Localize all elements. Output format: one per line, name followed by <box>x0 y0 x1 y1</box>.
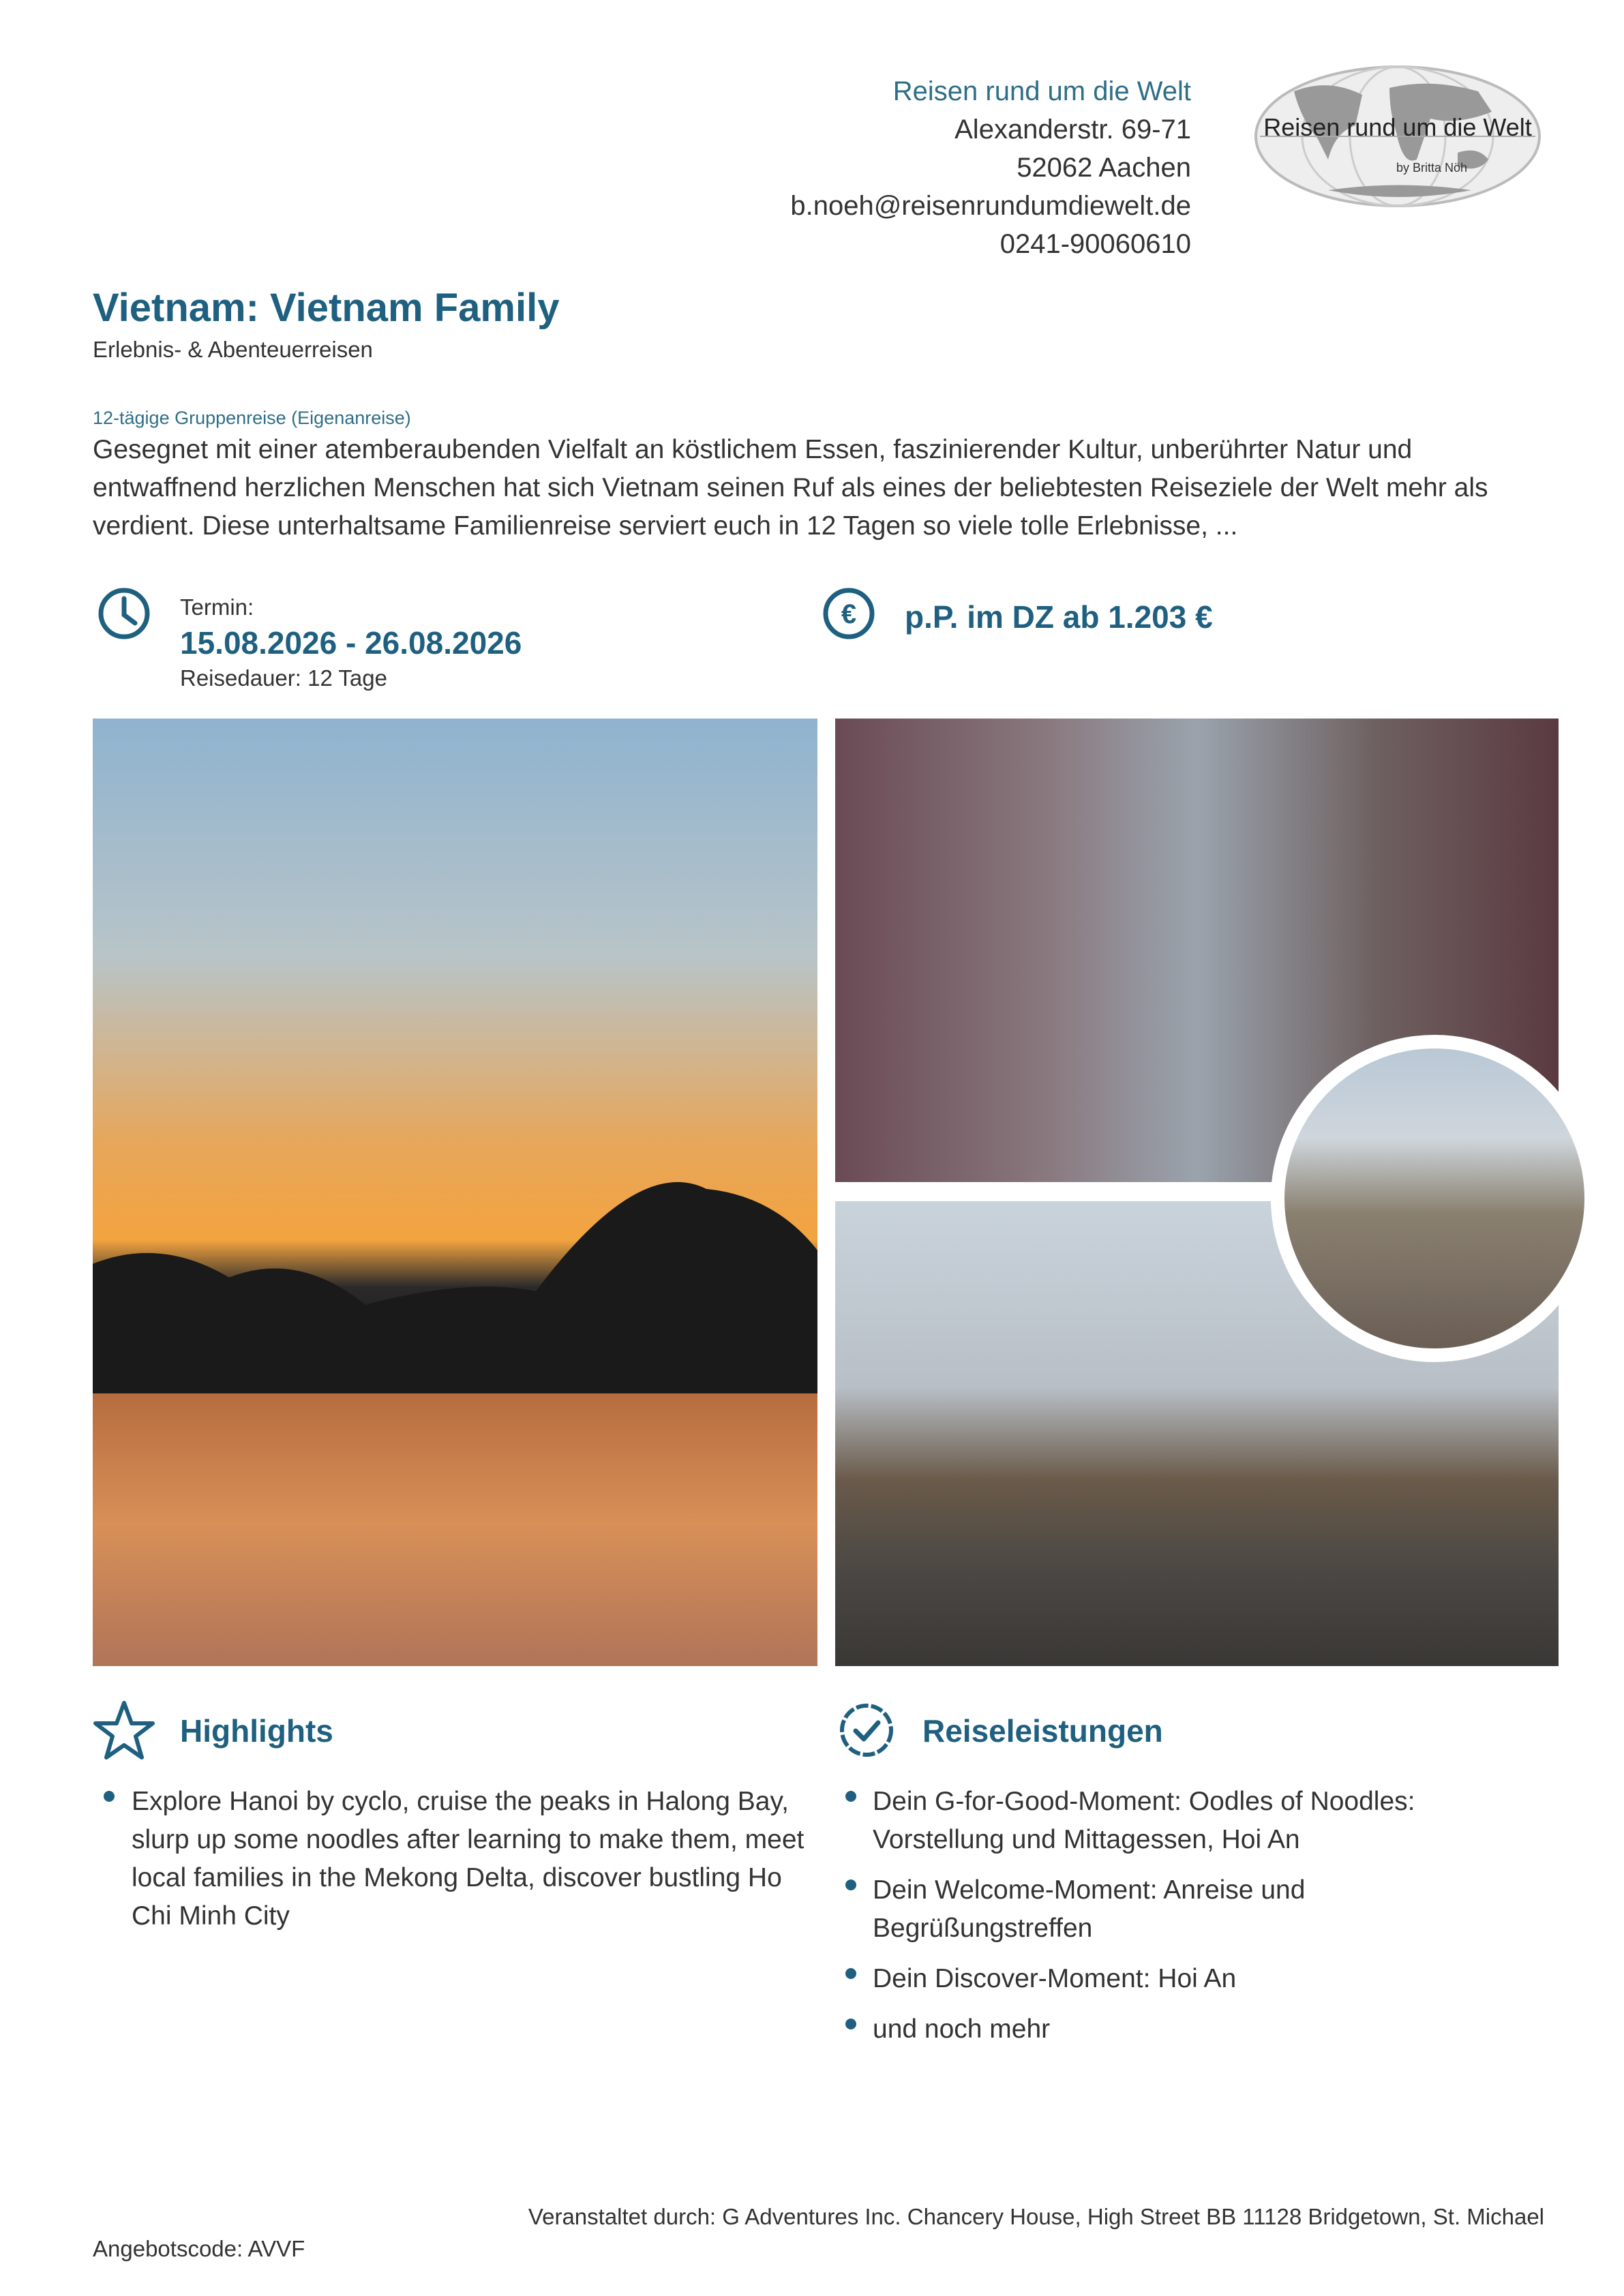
service-item: Dein G-for-Good-Moment: Oodles of Noodles: Vorstellung und Mittagessen, Hoi An <box>873 1787 1415 1854</box>
bangkok-temple-city-photo <box>1271 1035 1598 1362</box>
euro-icon <box>822 586 876 641</box>
services-heading: Reiseleistungen <box>922 1713 1163 1749</box>
trip-description: Gesegnet mit einer atemberaubenden Vielfalt an köstlichem Essen, faszinierender Kultur, unberührter Natur und entwaffnend herzlichen Menschen hat sich Vietnam seinen Ruf als eines der beliebtesten Reiseziele der Welt mehr als verdient. Diese unterhaltsame Familienreise serviert euch in 12 Tagen so viele tolle Erlebnisse, ... <box>93 435 1488 541</box>
company-email[interactable]: b.noeh@reisenrundumdiewelt.de <box>790 191 1191 221</box>
organizer-info: Veranstaltet durch: G Adventures Inc. Chancery House, High Street BB 11128 Bridgetown, St. Michael <box>528 2204 1544 2229</box>
trip-title: Vietnam: Vietnam Family <box>93 286 560 330</box>
bullet-icon <box>845 1968 856 1979</box>
trip-category: Erlebnis- & Abenteuerreisen <box>93 337 373 362</box>
company-street: Alexanderstr. 69-71 <box>954 115 1191 145</box>
halong-bay-sunset-photo <box>93 719 817 1666</box>
trip-type: 12-tägige Gruppenreise (Eigenanreise) <box>93 408 411 428</box>
star-icon <box>93 1699 155 1762</box>
service-item: Dein Welcome-Moment: Anreise und Begrüßungstreffen <box>873 1875 1306 1943</box>
bullet-icon <box>845 1879 856 1890</box>
highlight-item: Explore Hanoi by cyclo, cruise the peaks in Halong Bay, slurp up some noodles after learning to make them, meet local families in the Mekong Delta, discover bustling Ho Chi Minh City <box>132 1787 805 1931</box>
logo-title: Reisen rund um die Welt <box>1263 113 1532 141</box>
check-badge-icon <box>837 1700 897 1760</box>
highlights-heading: Highlights <box>180 1713 333 1749</box>
bullet-icon <box>104 1791 115 1802</box>
offer-code: Angebotscode: AVVF <box>93 2236 305 2261</box>
termin-duration: Reisedauer: 12 Tage <box>180 665 387 691</box>
company-phone: 0241-90060610 <box>999 229 1191 259</box>
price-text: p.P. im DZ ab 1.203 € <box>905 599 1213 635</box>
company-logo <box>1253 64 1542 209</box>
bullet-icon <box>845 1791 856 1802</box>
clock-icon <box>97 586 151 641</box>
svg-text:€: € <box>841 599 857 629</box>
service-item: und noch mehr <box>873 2014 1051 2044</box>
company-name: Reisen rund um die Welt <box>892 76 1191 106</box>
termin-label: Termin: <box>180 594 254 620</box>
logo-byline: by Britta Nöh <box>1396 161 1468 175</box>
bullet-icon <box>845 2019 856 2029</box>
company-city: 52062 Aachen <box>1017 153 1191 183</box>
termin-dates: 15.08.2026 - 26.08.2026 <box>180 625 522 661</box>
service-item: Dein Discover-Moment: Hoi An <box>873 1964 1237 1993</box>
